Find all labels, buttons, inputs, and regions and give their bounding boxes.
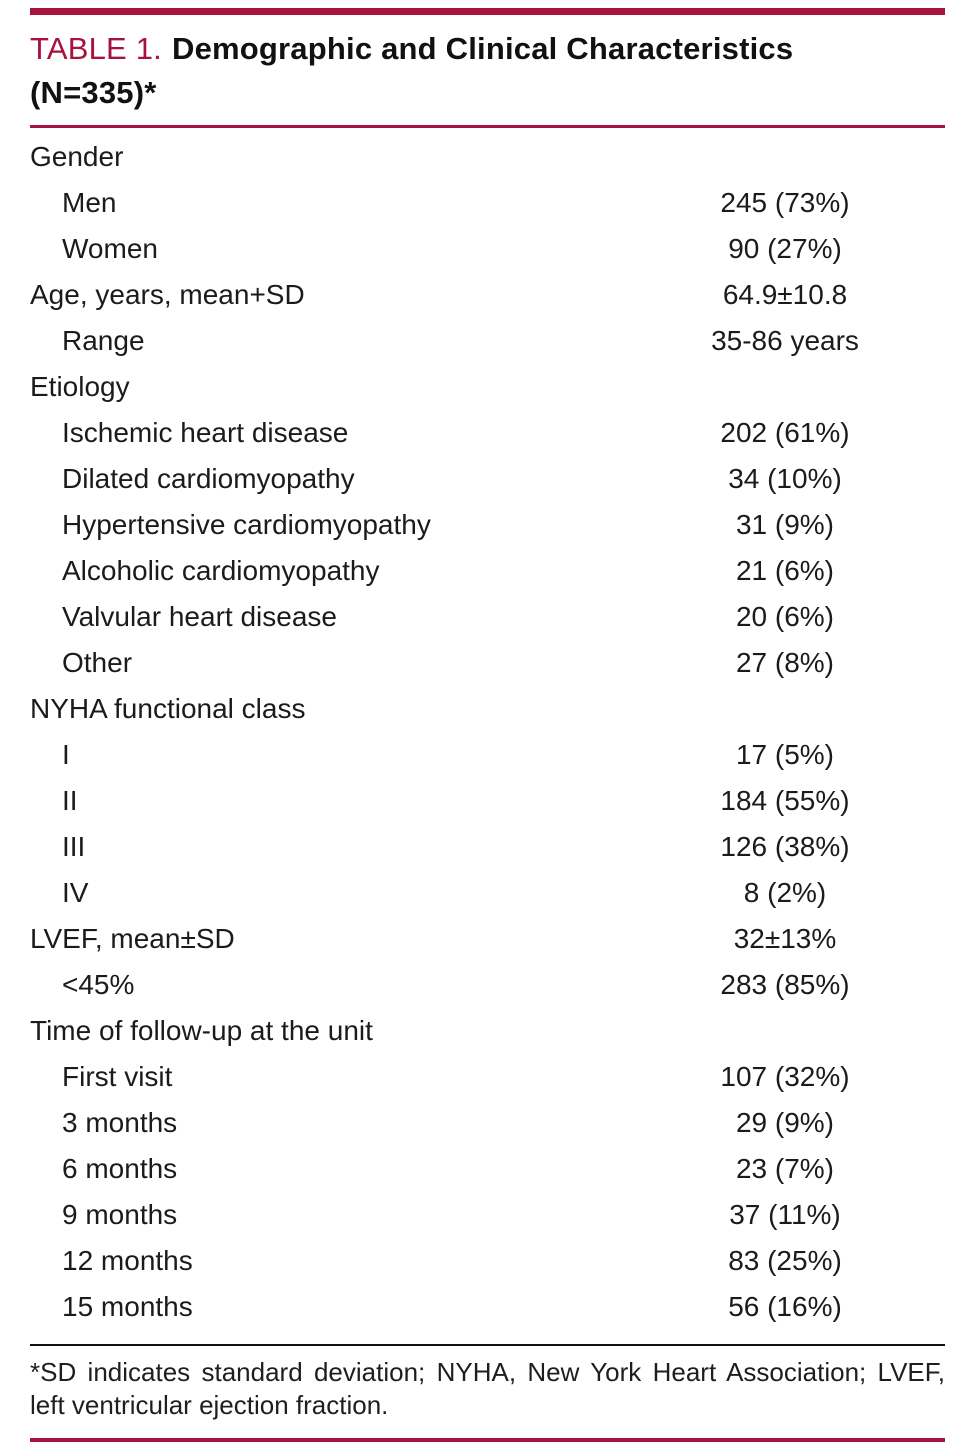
row-value: 283 (85%): [720, 969, 850, 1000]
table-row: [30, 548, 945, 594]
row-label: Valvular heart disease: [62, 601, 337, 632]
row-label: 3 months: [62, 1107, 178, 1138]
row-label: Time of follow-up at the unit: [30, 1015, 373, 1046]
table-row: [30, 1100, 945, 1146]
row-value: 23 (7%): [735, 1153, 835, 1184]
row-label: II: [62, 785, 78, 816]
table-row: [30, 410, 945, 456]
bottom-rule: [30, 1438, 945, 1442]
table-row: [30, 180, 945, 226]
table-row: [30, 318, 945, 364]
row-label: LVEF, mean±SD: [30, 923, 235, 954]
row-label: Women: [62, 233, 158, 264]
top-rule: [30, 8, 945, 15]
row-value: 83 (25%): [728, 1245, 842, 1276]
row-value: 37 (11%): [729, 1199, 841, 1230]
row-label: First visit: [62, 1061, 173, 1092]
row-value: 126 (38%): [720, 831, 850, 862]
row-label: Dilated cardiomyopathy: [62, 463, 355, 494]
table-row: [30, 1146, 945, 1192]
row-value: 8 (2%): [743, 877, 827, 908]
table-row: [30, 1008, 945, 1054]
row-value: 29 (9%): [735, 1107, 835, 1138]
table-row: [30, 1192, 945, 1238]
row-value: 21 (6%): [735, 555, 835, 586]
row-label: Alcoholic cardiomyopathy: [62, 555, 380, 586]
row-value: 34 (10%): [728, 463, 842, 494]
footnote-rule: [30, 1344, 945, 1346]
row-label: <45%: [62, 969, 135, 1000]
table-sample-size: (N=335)*: [30, 75, 157, 110]
row-value: 31 (9%): [735, 509, 835, 540]
row-label: Hypertensive cardiomyopathy: [62, 509, 431, 540]
table-row: [30, 916, 945, 962]
row-value: 64.9±10.8: [722, 279, 848, 310]
table-row: [30, 686, 945, 732]
row-value: 20 (6%): [735, 601, 835, 632]
row-label: NYHA functional class: [30, 693, 306, 724]
row-label: Other: [62, 647, 133, 678]
table-row: [30, 732, 945, 778]
row-label: 15 months: [62, 1291, 193, 1322]
table-row: [30, 962, 945, 1008]
table-body: [30, 134, 945, 1330]
table-row: [30, 134, 945, 180]
table-row: [30, 226, 945, 272]
table-row: [30, 364, 945, 410]
table-title: [30, 27, 945, 115]
row-label: 12 months: [62, 1245, 193, 1276]
row-label: Men: [62, 187, 117, 218]
row-label: Gender: [30, 141, 124, 172]
table-row: [30, 502, 945, 548]
table-caption: Demographic and Clinical Characteristics: [171, 31, 794, 66]
row-value: 184 (55%): [720, 785, 850, 816]
row-value: 32±13%: [733, 923, 837, 954]
row-label: Ischemic heart disease: [62, 417, 349, 448]
row-label: Age, years, mean+SD: [30, 279, 305, 310]
table-row: [30, 1284, 945, 1330]
row-label: 9 months: [62, 1199, 178, 1230]
row-value: 17 (5%): [735, 739, 835, 770]
table-row: [30, 1238, 945, 1284]
row-label: 6 months: [62, 1153, 178, 1184]
table-row: [30, 824, 945, 870]
table-row: [30, 594, 945, 640]
table-row: [30, 640, 945, 686]
row-value: 107 (32%): [720, 1061, 850, 1092]
row-label: III: [62, 831, 86, 862]
row-label: Etiology: [30, 371, 130, 402]
row-value: 35-86 years: [711, 325, 859, 356]
table-row: [30, 870, 945, 916]
row-value: 202 (61%): [720, 417, 850, 448]
table-row: [30, 272, 945, 318]
footnote: *SD indicates standard deviation; NYHA, New York Heart Association; LVEF, left ventricular ejection fraction.: [30, 1357, 945, 1420]
row-value: 27 (8%): [735, 647, 835, 678]
table-number: TABLE 1.: [30, 31, 162, 66]
table-row: [30, 456, 945, 502]
title-rule: [30, 125, 945, 128]
row-label: IV: [62, 877, 89, 908]
row-value: 245 (73%): [720, 187, 850, 218]
table-row: [30, 1054, 945, 1100]
row-value: 90 (27%): [728, 233, 842, 264]
row-value: 56 (16%): [728, 1291, 842, 1322]
row-label: Range: [62, 325, 145, 356]
table-row: [30, 778, 945, 824]
row-label: I: [62, 739, 70, 770]
